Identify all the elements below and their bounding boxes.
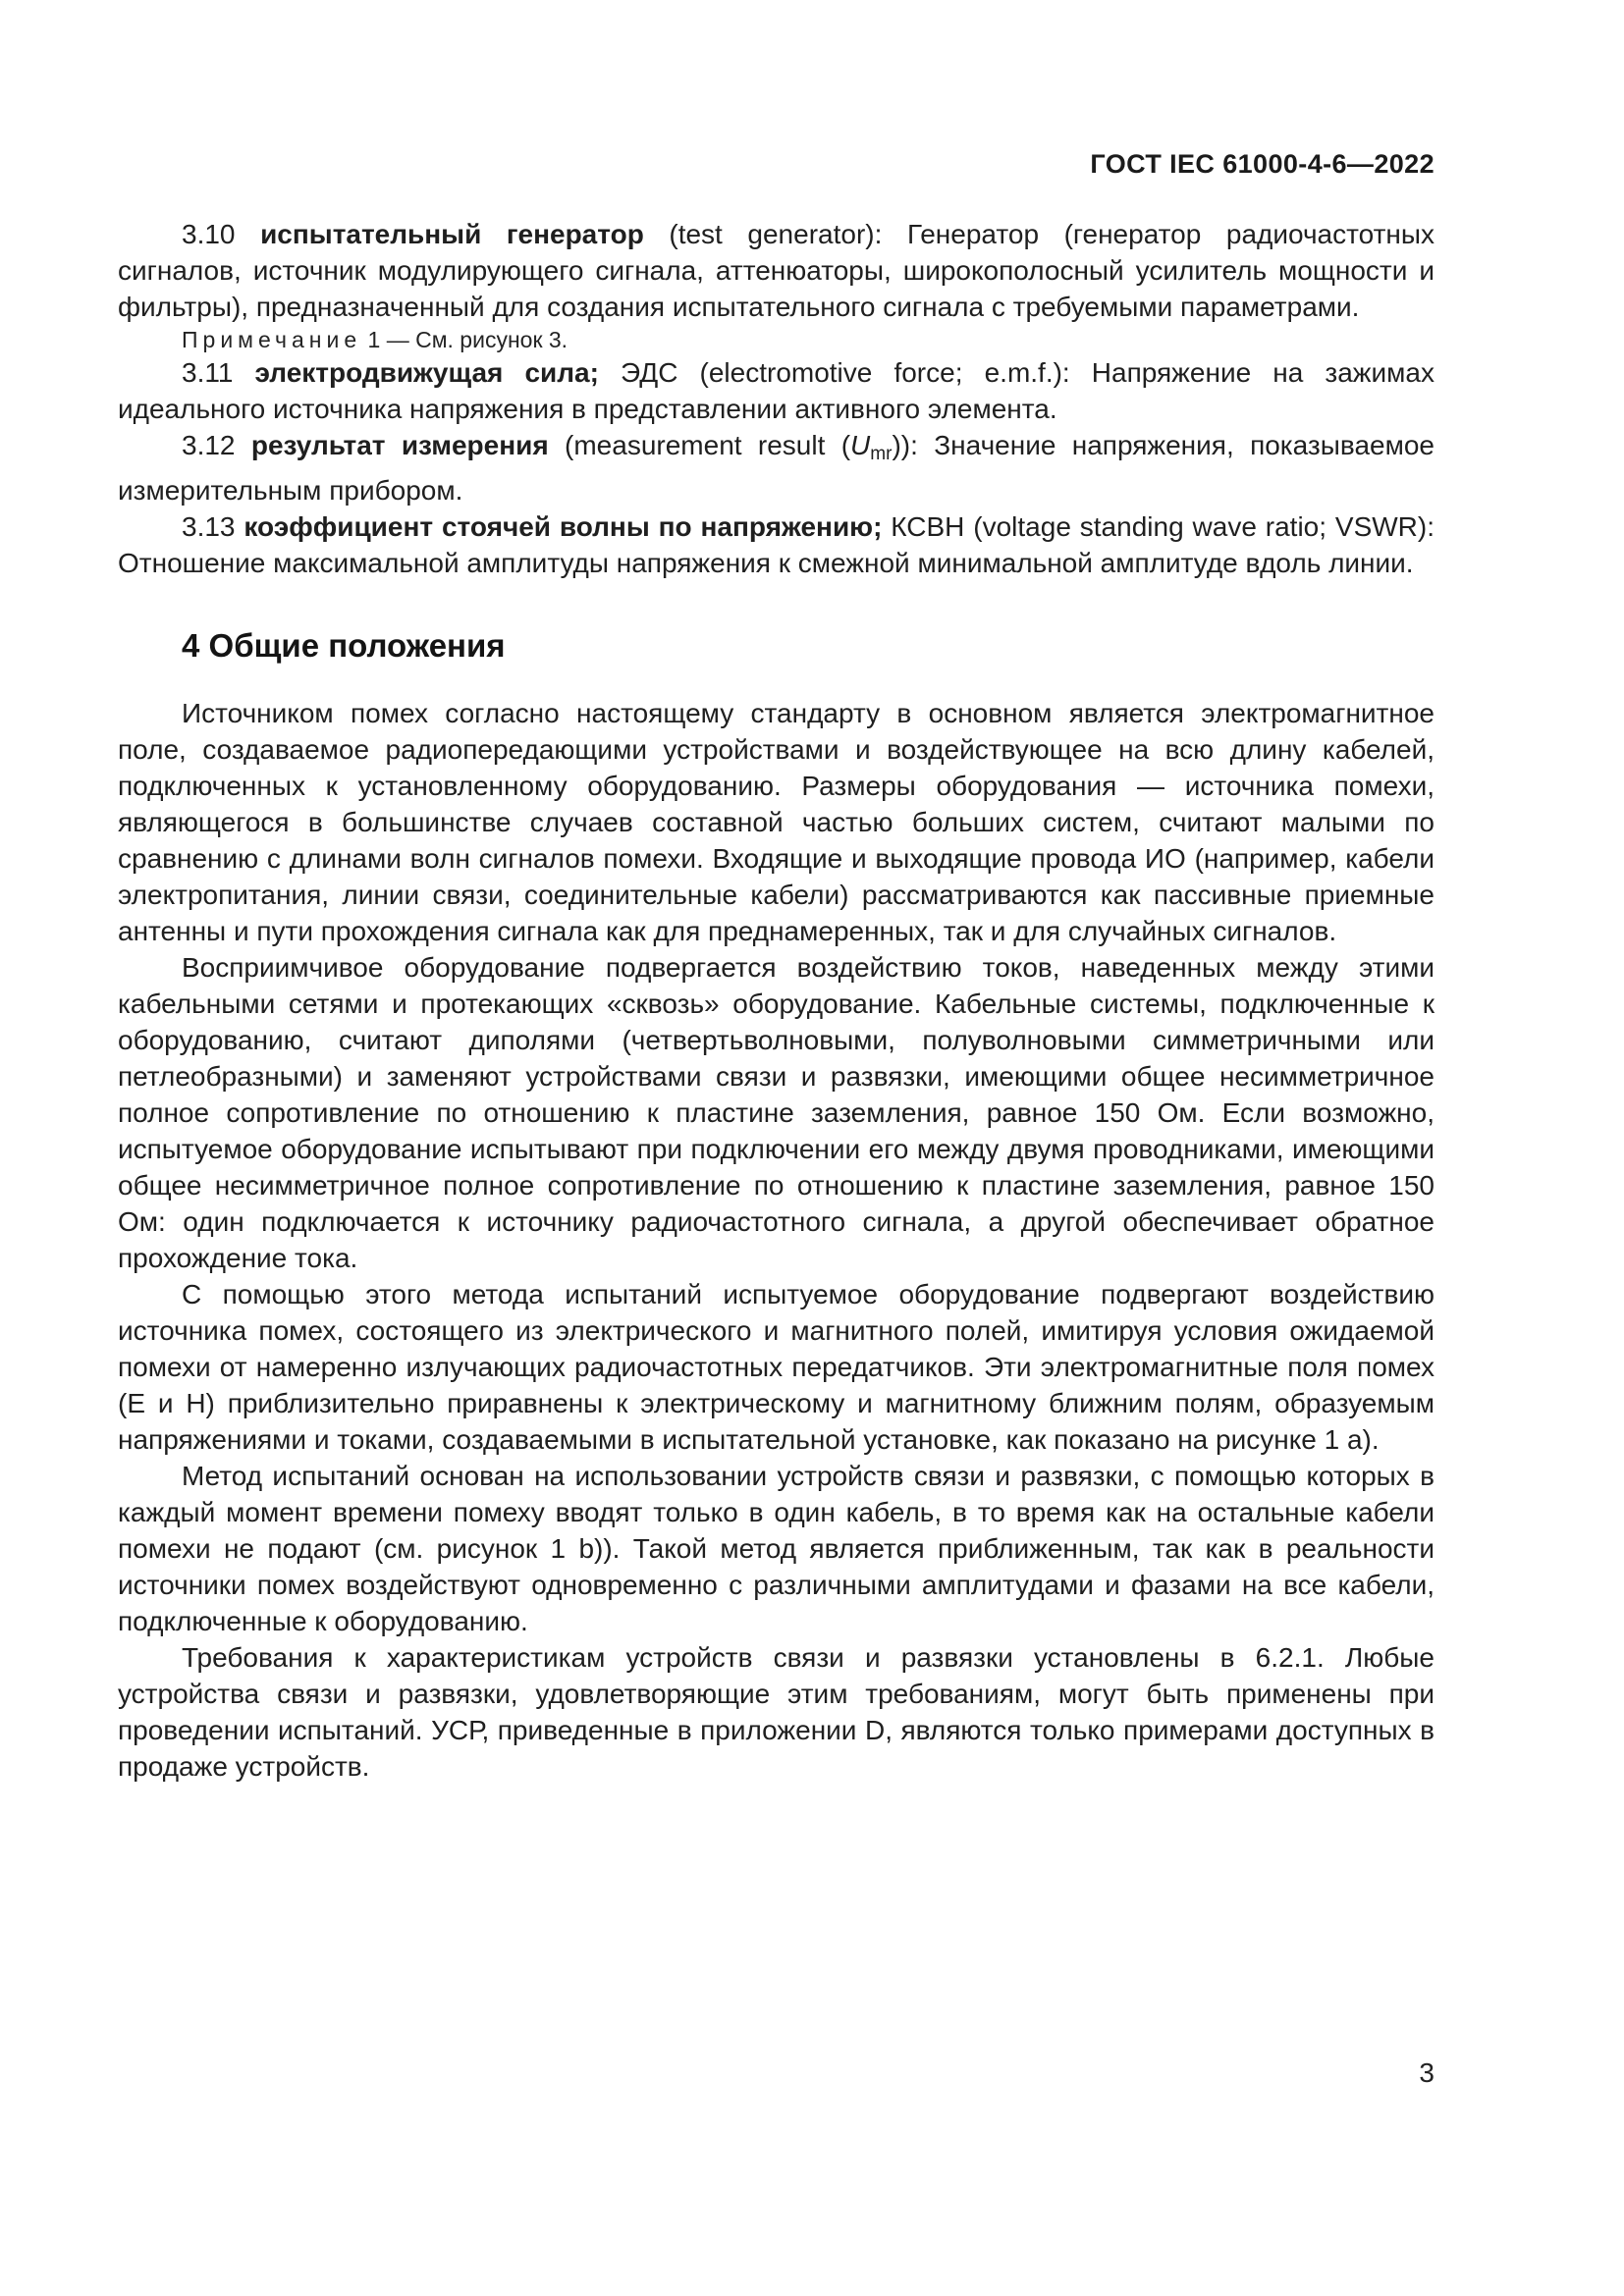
- text-segment: 1 — См. рисунок 3.: [361, 327, 568, 352]
- text-segment: Примечание: [182, 327, 362, 352]
- text-segment: )): Значение напряжения, показываемое измерительным прибором.: [118, 430, 1435, 506]
- text-segment: mr: [870, 443, 893, 464]
- text-segment: U: [850, 430, 871, 460]
- text-segment: (test generator): Генератор (генератор радиочастотных сигналов, источник модулирующего сигнала, аттенюаторы, широкополосный усилитель мощности и фильтры), предназначенный для создания испытательного сигнала с требуемыми параметрами.: [118, 219, 1435, 322]
- text-segment: 3.13: [182, 510, 244, 542]
- body-paragraph: Источником помех согласно настоящему стандарту в основном является электромагнитное поле, создаваемое радиопередающими устройствами и воздействующее на всю длину кабелей, подключенных к установленному оборудованию. Размеры оборудования — источника помехи, являющегося в большинстве случаев составной частью больших систем, считают малыми по сравнению с длинами волн сигналов помехи. Входящие и выходящие провода ИО (например, кабели электропитания, линии связи, соединительные кабели) рассматриваются как пассивные приемные антенны и пути прохождения сигнала как для преднамеренных, так и для случайных сигналов.: [118, 697, 1435, 946]
- body-paragraph: Метод испытаний основан на использовании устройств связи и развязки, с помощью которых в каждый момент времени помеху вводят только в один кабель, в то время как на остальные кабели помехи не подают (см. рисунок 1 b)). Такой метод является приближенным, так как в реальности источники помех воздействуют одновременно с различными амплитудами и фазами на все кабели, подключенные к оборудованию.: [118, 1460, 1435, 1636]
- note-paragraph: [118, 325, 1435, 354]
- text-segment: 3.10: [182, 219, 261, 249]
- definition-paragraph: [118, 216, 1435, 325]
- page-number: 3: [1419, 2057, 1435, 2088]
- text-segment: КСВН (voltage standing wave ratio; VSWR): Отношение максимальной амплитуды напряжения к смежной минимальной амплитуде вдоль линии.: [118, 510, 1435, 578]
- document-content: [118, 216, 1435, 1785]
- text-segment: 3.11: [182, 357, 255, 388]
- body-paragraph: С помощью этого метода испытаний испытуемое оборудование подвергают воздействию источника помех, состоящего из электрического и магнитного полей, имитируя условия ожидаемой помехи от намеренно излучающих радиочастотных передатчиков. Эти электромагнитные поля помех (E и H) приблизительно приравнены к электрическому и магнитному ближним полям, образуемым напряжениями и токами, создаваемыми в испытательной установке, как показано на рисунке 1 a).: [118, 1278, 1435, 1455]
- body-paragraph: Требования к характеристикам устройств связи и развязки установлены в 6.2.1. Любые устройства связи и развязки, удовлетворяющие этим требованиям, могут быть применены при проведении испытаний. УСР, приведенные в приложении D, являются только примерами доступных в продаже устройств.: [118, 1641, 1435, 1782]
- body-paragraph: Восприимчивое оборудование подвергается воздействию токов, наведенных между этими кабельными сетями и протекающих «сквозь» оборудование. Кабельные системы, подключенные к оборудованию, считают диполями (четвертьволновыми, полуволновыми симметричными или петлеобразными) и заменяют устройствами связи и развязки, имеющими общее несимметричное полное сопротивление по отношению к пластине заземления, равное 150 Ом. Если возможно, испытуемое оборудование испытывают при подключении его между двумя проводниками, имеющими общее несимметричное полное сопротивление по отношению к пластине заземления, равное 150 Ом: один подключается к источнику радиочастотного сигнала, а другой обеспечивает обратное прохождение тока.: [118, 951, 1435, 1273]
- section-heading: 4 Общие положения: [182, 626, 506, 664]
- definition-paragraph: [118, 508, 1435, 581]
- text-segment: испытательный генератор: [260, 219, 644, 249]
- running-header: [118, 149, 1435, 180]
- standard-designation: ГОСТ IEC 61000-4-6—2022: [1090, 149, 1435, 179]
- text-segment: результат измерения: [250, 430, 549, 460]
- text-segment: ЭДС (electromotive force; e.m.f.): Напряжение на зажимах идеального источника напряжения в представлении активного элемента.: [118, 357, 1435, 424]
- text-segment: (measurement result (: [548, 430, 851, 460]
- definition-paragraph: [118, 354, 1435, 427]
- text-segment: коэффициент стоячей волны по напряжению;: [244, 510, 883, 542]
- definition-paragraph: [118, 427, 1435, 508]
- text-segment: 3.12: [182, 430, 251, 460]
- text-segment: электродвижущая сила;: [254, 357, 599, 388]
